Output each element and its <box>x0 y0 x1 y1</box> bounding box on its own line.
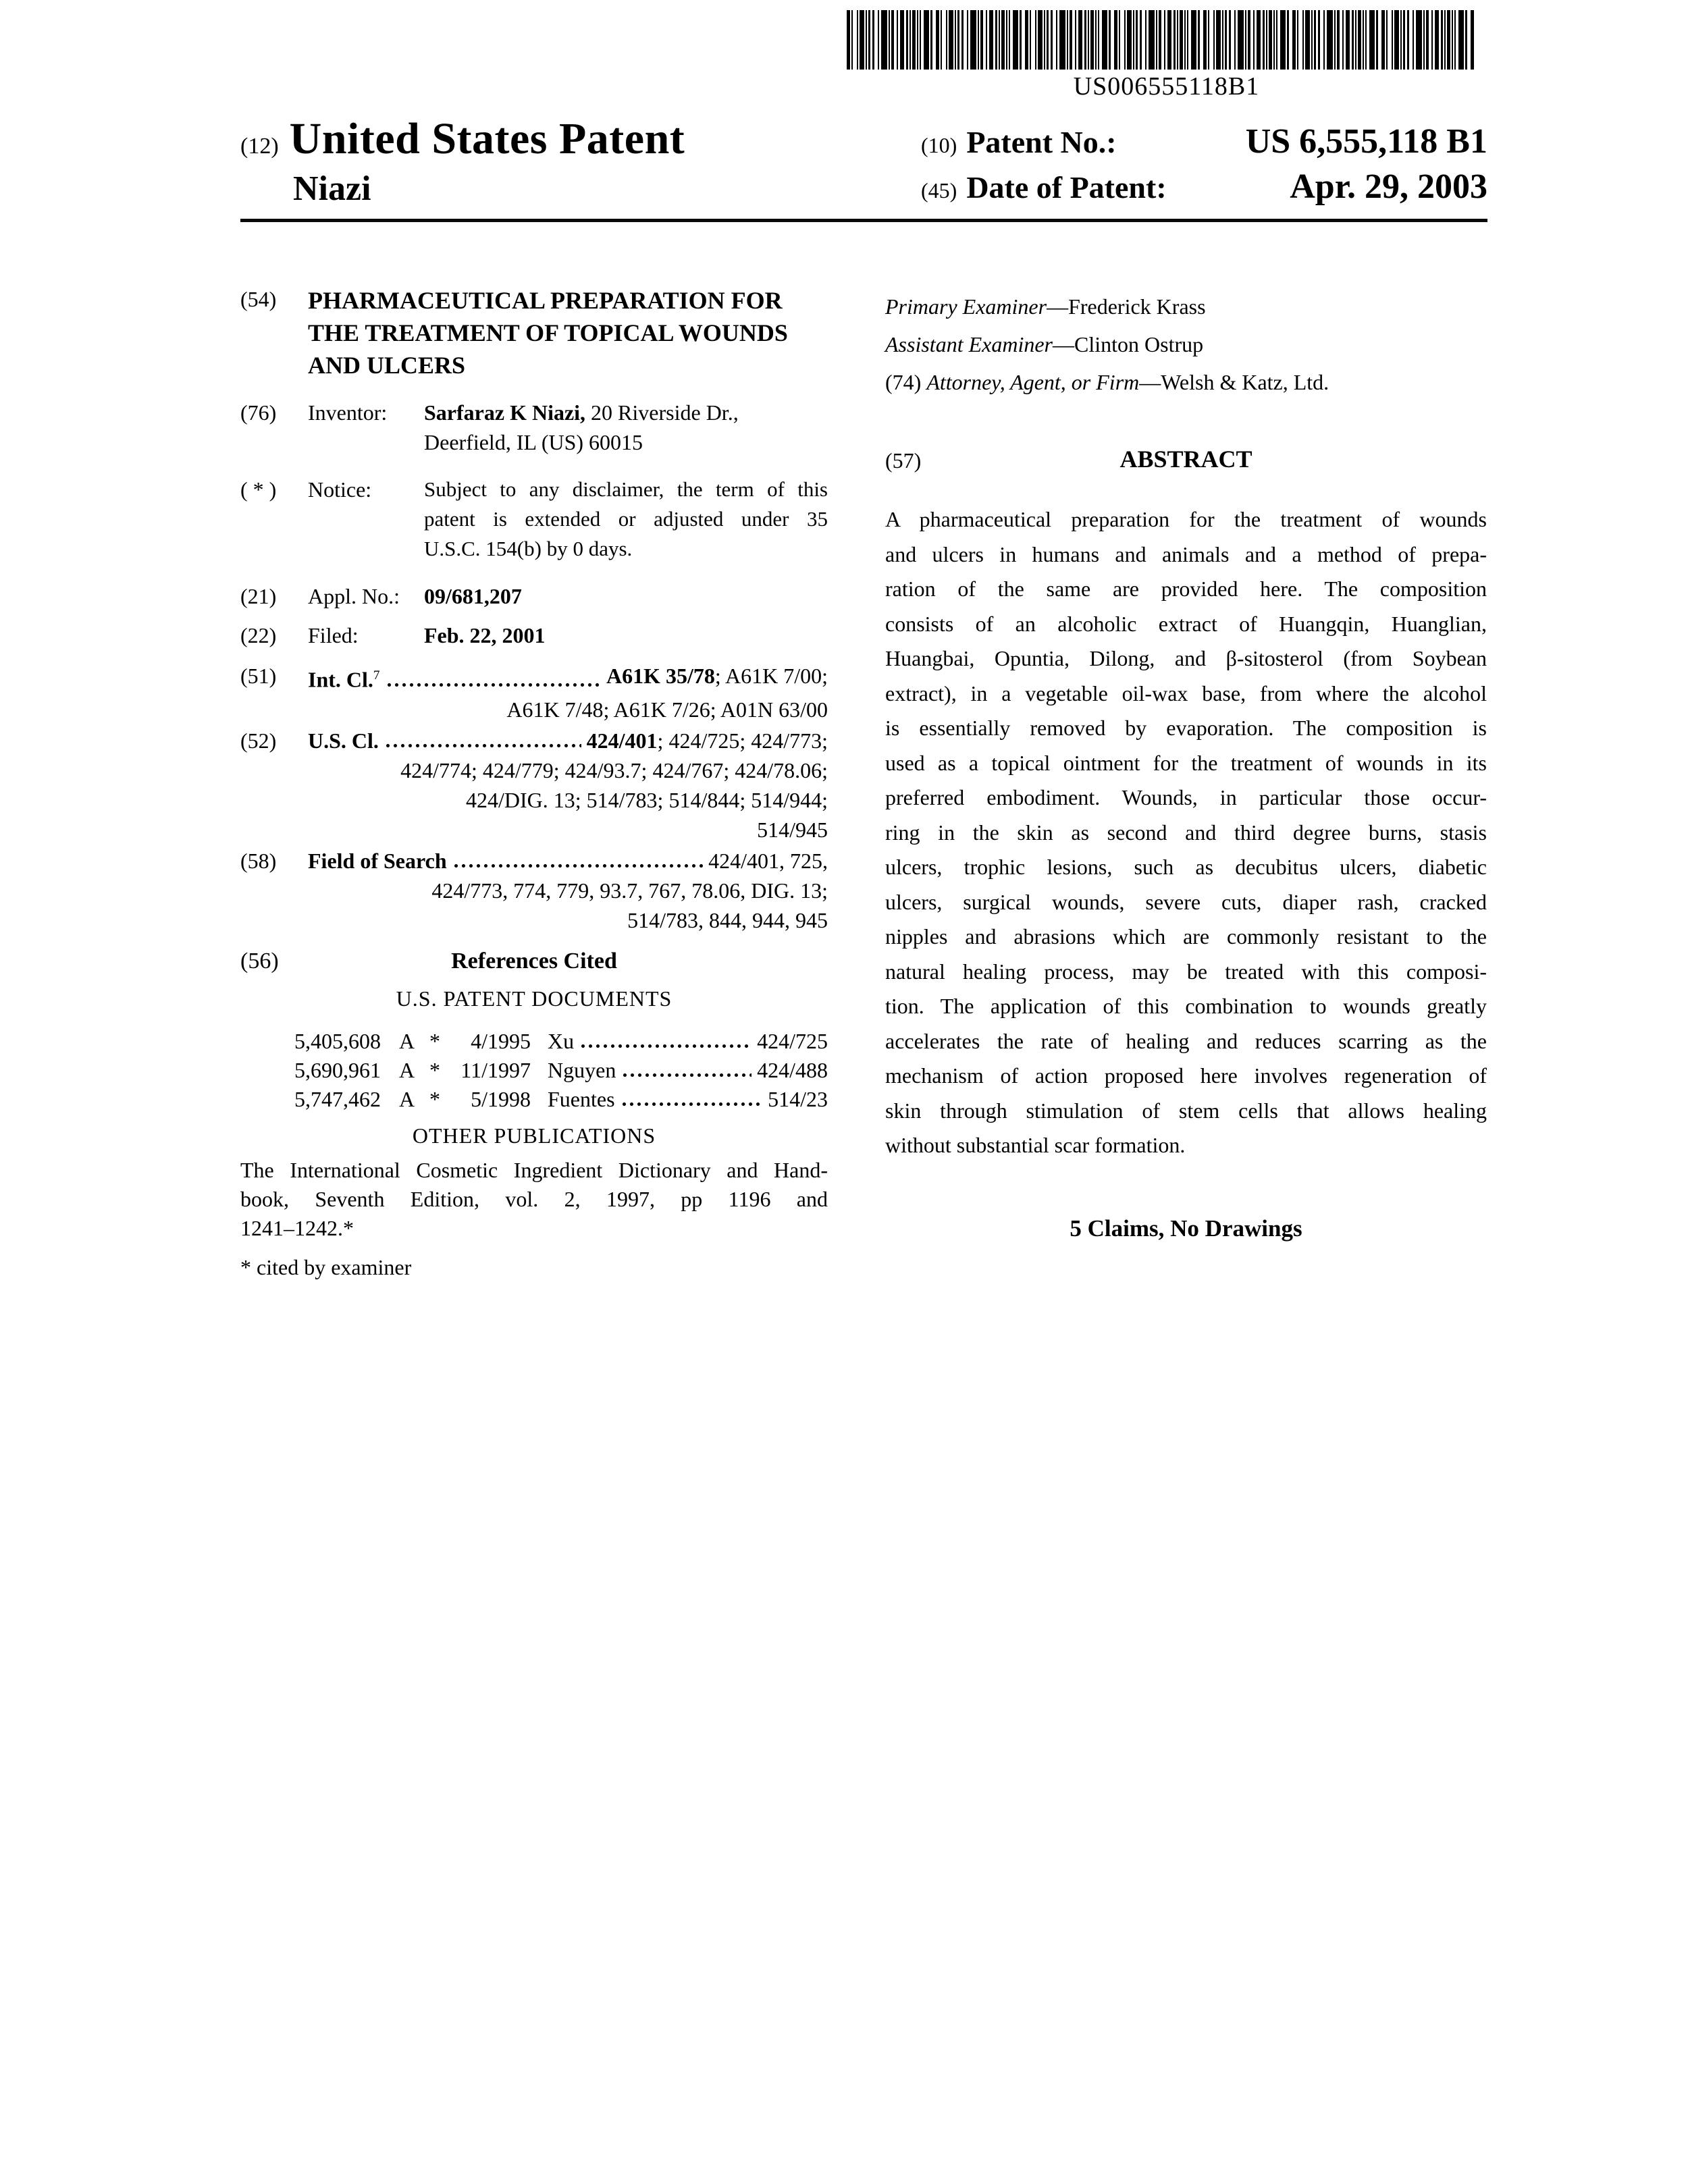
dot-leader <box>621 1085 763 1114</box>
field-number-56: (56) <box>240 948 279 974</box>
us-cl-value: 424/401; 424/725; 424/773; <box>586 728 828 753</box>
abstract-text: A pharmaceutical preparation for the treatment of wounds and ulcers in humans and animals and a method of prepa- ration of the same are provided here. The composition consists of an alcoholic extract of Huangqin, Huanglian, Huangbai, Opuntia, Dilong, and β-sitosterol (from Soybean extract), in a vegetable oil-wax base, from where the alcohol is essentially removed by evaporation. The composition is used as a topical ointment for the treatment of wounds in its preferred embodiment. Wounds, in particular those occur- ring in the skin as second and third degree burns, stasis ulcers, trophic lesions, such as decubitus ulcers, diabetic ulcers, surgical wounds, severe cuts, diaper rash, cracked nipples and abrasions which are commonly resistant to the natural healing process, may be treated with this composi- tion. The application of this combination to wounds greatly accelerates the rate of healing and reduces scarring as the mechanism of action proposed here involves regeneration of skin through stimulation of stem cells that allows healing without substantial scar formation. <box>885 507 1487 1157</box>
claims-note: 5 Claims, No Drawings <box>1070 1215 1302 1242</box>
ref-date: 11/1997 <box>460 1057 531 1082</box>
references-cited-heading: (56) References Cited <box>240 946 828 977</box>
dot-leader <box>621 1056 751 1085</box>
reference-row <box>294 1027 828 1056</box>
ref-patent-number: 5,690,961 <box>294 1057 381 1082</box>
notice-label: Notice: <box>308 477 372 502</box>
notice-text: Subject to any disclaimer, the term of this patent is extended or adjusted under 35 U.S.C. 154(b) by 0 days. <box>424 477 828 560</box>
ref-examiner-cited-mark: * <box>429 1028 440 1053</box>
header-divider <box>240 219 1487 222</box>
inventor-section <box>240 398 828 457</box>
inventor-value <box>424 398 828 457</box>
field-number-10: (10) <box>921 133 957 157</box>
inventor-name: Sarfaraz K Niazi, <box>424 400 586 425</box>
ref-date: 4/1995 <box>471 1028 531 1053</box>
ref-examiner-cited-mark: * <box>429 1086 440 1111</box>
filed-value: Feb. 22, 2001 <box>424 623 546 647</box>
primary-examiner-line: Primary Examiner—Frederick Krass <box>885 294 1206 319</box>
int-cl-value: A61K 35/78; A61K 7/00; <box>606 664 828 688</box>
field-number-22: (22) <box>240 623 277 647</box>
notice-section <box>240 475 828 564</box>
ref-kind-code: A <box>399 1086 415 1111</box>
patent-no-label: Patent No.: <box>966 125 1117 159</box>
ref-class: 514/23 <box>768 1086 828 1111</box>
field-number-12: (12) <box>240 134 279 159</box>
field-number-57: (57) <box>885 448 922 473</box>
ref-class: 424/725 <box>757 1028 828 1053</box>
field-number-45: (45) <box>921 178 957 203</box>
attorney-line: (74) Attorney, Agent, or Firm—Welsh & Katz, Ltd. <box>885 370 1329 394</box>
field-number-58: (58) <box>240 848 277 873</box>
abstract-heading: (57) ABSTRACT <box>885 444 1487 474</box>
date-of-patent-value: Apr. 29, 2003 <box>1290 167 1487 206</box>
field-number-74: (74) <box>885 370 922 394</box>
ref-date: 5/1998 <box>471 1086 531 1111</box>
appl-no-section <box>240 581 828 611</box>
int-cl-section <box>240 661 828 724</box>
assistant-examiner-line: Assistant Examiner—Clinton Ostrup <box>885 332 1204 356</box>
other-publications-heading: OTHER PUBLICATIONS <box>412 1123 656 1148</box>
header-right <box>921 122 1487 207</box>
dot-leader <box>384 726 581 755</box>
field-of-search-section <box>240 846 828 935</box>
ref-inventor-name: Nguyen <box>548 1057 616 1082</box>
ref-patent-number: 5,747,462 <box>294 1086 381 1111</box>
int-cl-label: Int. Cl.$^7$ <box>308 667 380 692</box>
field-of-search-value: 424/401, 725, <box>708 848 828 873</box>
field-of-search-continuation: 424/773, 774, 779, 93.7, 767, 78.06, DIG. 13; 514/783, 844, 944, 945 <box>431 878 828 932</box>
inventor-address-2: Deerfield, IL (US) 60015 <box>424 430 643 454</box>
right-column <box>885 292 1487 1244</box>
ref-inventor-name: Fuentes <box>548 1086 615 1111</box>
field-number-76: (76) <box>240 400 277 425</box>
document-kind-title: United States Patent <box>289 114 685 163</box>
patent-number-row <box>921 122 1487 161</box>
field-number-21: (21) <box>240 584 277 608</box>
document-kind <box>240 113 685 165</box>
int-cl-continuation: A61K 7/48; A61K 7/26; A01N 63/00 <box>506 697 828 722</box>
barcode <box>847 10 1486 70</box>
header-left <box>240 113 685 209</box>
ref-kind-code: A <box>399 1057 415 1082</box>
inventor-surname: Niazi <box>293 169 371 208</box>
reference-row <box>294 1085 828 1114</box>
ref-examiner-cited-mark: * <box>429 1057 440 1082</box>
dot-leader <box>386 661 601 695</box>
left-column <box>240 284 828 1282</box>
us-cl-label: U.S. Cl. <box>308 728 379 753</box>
title-section <box>240 284 828 381</box>
other-publications-text: The International Cosmetic Ingredient Dictionary and Hand- book, Seventh Edition, vol. 2, 1997, pp 1196 and 1241–1242.* <box>240 1157 828 1240</box>
inventor-label: Inventor: <box>308 400 388 425</box>
inventor-address-1: 20 Riverside Dr., <box>591 400 739 425</box>
patent-date-row <box>921 167 1487 207</box>
ref-patent-number: 5,405,608 <box>294 1028 381 1053</box>
field-of-search-label: Field of Search <box>308 848 447 873</box>
date-of-patent-label: Date of Patent: <box>966 170 1167 205</box>
reference-row <box>294 1056 828 1085</box>
invention-title: PHARMACEUTICAL PREPARATION FOR THE TREATMENT OF TOPICAL WOUNDS AND ULCERS <box>308 287 788 379</box>
dot-leader <box>579 1027 751 1056</box>
ref-inventor-name: Xu <box>548 1028 575 1053</box>
ref-kind-code: A <box>399 1028 415 1053</box>
field-number-54: (54) <box>240 287 277 311</box>
appl-no-value: 09/681,207 <box>424 584 522 608</box>
filed-section <box>240 620 828 650</box>
us-cl-continuation: 424/774; 424/779; 424/93.7; 424/767; 424/78.06; 424/DIG. 13; 514/783; 514/844; 514/944; 514/945 <box>400 757 828 842</box>
field-number-52: (52) <box>240 728 277 753</box>
field-number-star: ( * ) <box>240 477 277 502</box>
patent-no-value: US 6,555,118 B1 <box>1245 122 1487 161</box>
barcode-text: US006555118B1 <box>1073 72 1260 101</box>
ref-class: 424/488 <box>757 1057 828 1082</box>
dot-leader <box>452 846 704 876</box>
us-cl-section <box>240 726 828 845</box>
us-patent-documents-heading: U.S. PATENT DOCUMENTS <box>396 986 672 1011</box>
field-number-51: (51) <box>240 664 277 688</box>
filed-label: Filed: <box>308 623 359 647</box>
appl-no-label: Appl. No.: <box>308 584 400 608</box>
cited-by-examiner-note: * cited by examiner <box>240 1254 412 1279</box>
